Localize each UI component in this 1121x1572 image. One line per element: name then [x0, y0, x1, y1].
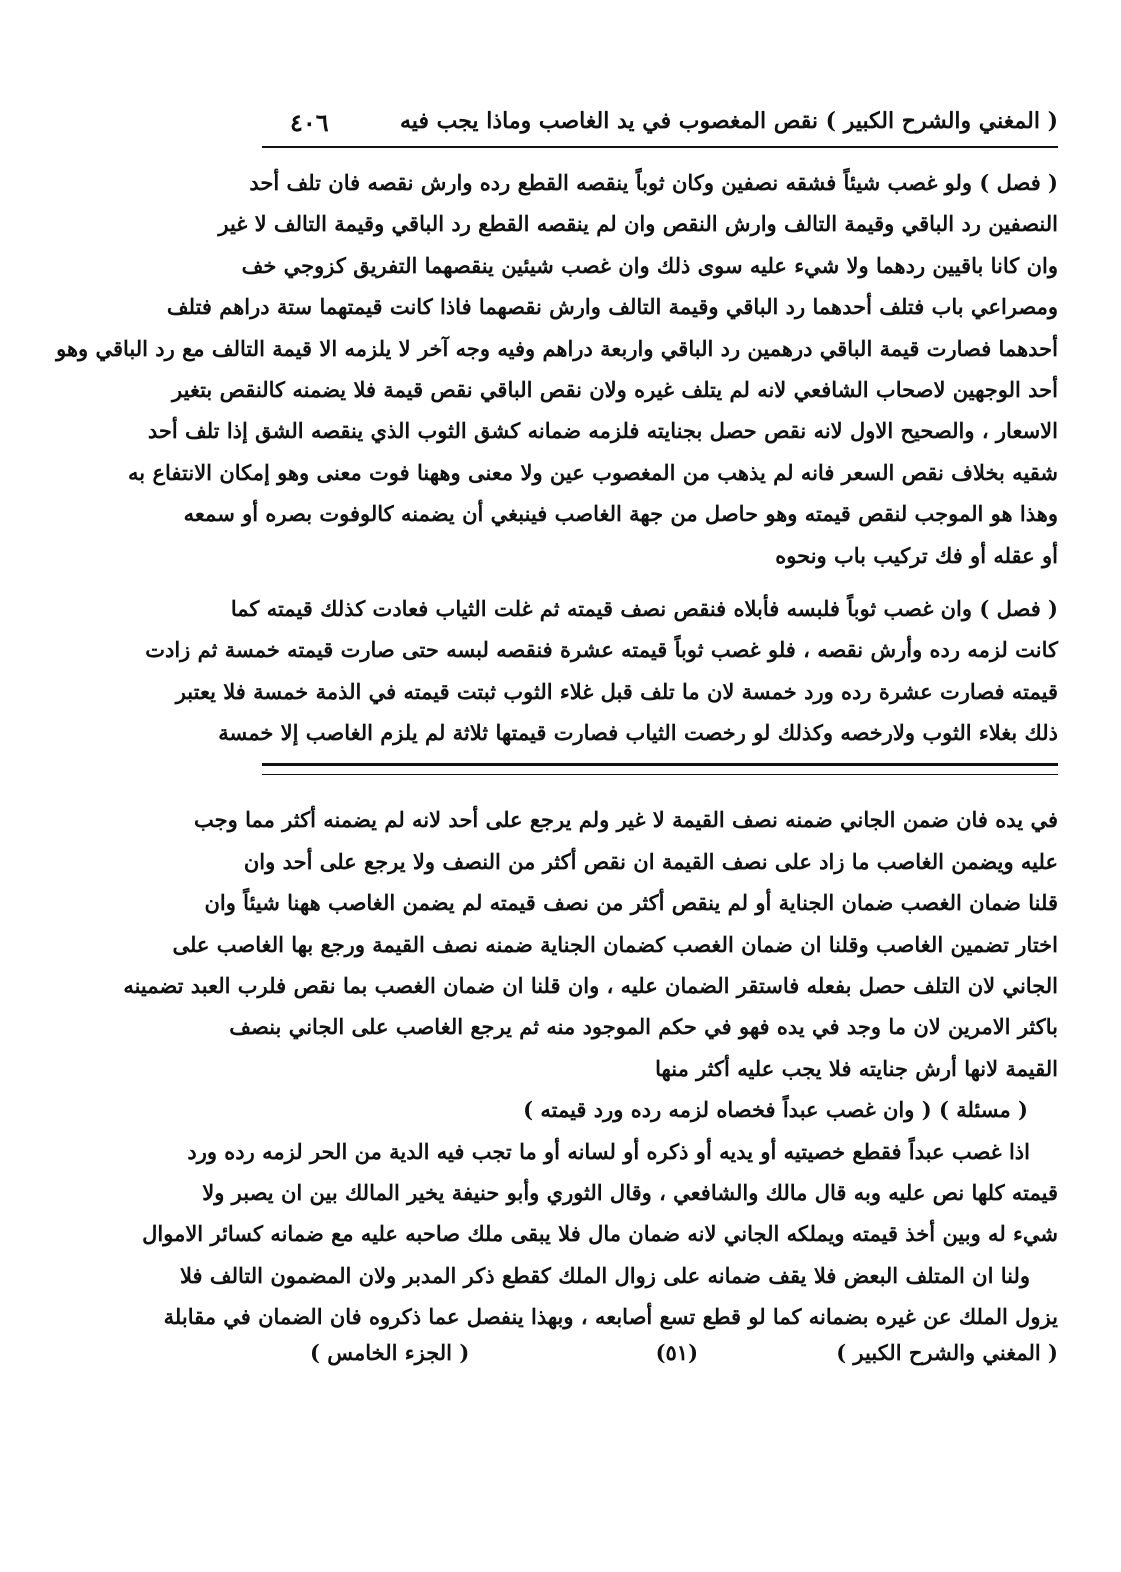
header-title: ( المغني والشرح الكبير ) نقص المغصوب في يد الغاصب وماذا يجب فيه [400, 108, 1058, 134]
footer-book-title: ( المغني والشرح الكبير ) [836, 1339, 1058, 1365]
text-line: الاسعار ، والصحيح الاول لانه نقص حصل بجنايته فلزمه ضمانه كشق الثوب الذي ينقصه الشق إذا تلف أحد [147, 418, 1058, 444]
text-line: قلنا ضمان الغصب ضمان الجناية أو لم ينقص أكثر من نصف قيمته لم يضمن الغاصب ههنا شيئاً وان [204, 890, 1058, 916]
text-line: عليه ويضمن الغاصب ما زاد على نصف القيمة ان نقص أكثر من النصف ولا يرجع على أحد وان [243, 848, 1058, 874]
text-line: أحد الوجهين لاصحاب الشافعي لانه لم يتلف غيره ولان نقص الباقي نقص قيمة فلا يضمنه كالنقص بتغير [172, 376, 1058, 402]
masala-heading: ( مسئلة ) ( وان غصب عبداً فخصاه لزمه رده ورد قيمته ) [523, 1097, 1028, 1123]
text-line: وان كانا باقيين ردهما ولا شيء عليه سوى ذلك وان غصب شيئين ينقصهما التفريق كزوجي خف [241, 252, 1058, 278]
text-line: اذا غصب عبداً فقطع خصيتيه أو يديه أو ذكره أو لسانه أو ما تجب فيه الدية من الحر لزمه رده ورد [187, 1138, 1030, 1164]
book-page [56, 100, 1058, 1382]
text-line: الجاني لان التلف حصل بفعله فاستقر الضمان عليه ، وان قلنا ان ضمان الغصب بما نقص فلرب العبد تضمينه [123, 973, 1058, 999]
text-line: قيمته كلها نص عليه وبه قال مالك والشافعي ، وقال الثوري وأبو حنيفة يخير المالك بين ان يصبر ولا [202, 1179, 1058, 1205]
text-line: في يده فان ضمن الجاني ضمنه نصف القيمة لا غير ولم يرجع على أحد لانه لم يضمنه أكثر مما وجب [194, 807, 1058, 833]
footer-volume: ( الجزء الخامس ) [310, 1339, 470, 1365]
text-line: أحدهما فصارت قيمة الباقي درهمين رد الباقي واربعة دراهم وفيه وجه آخر لا يلزمه الا قيمة التالف مع رد الباقي وهو [56, 335, 1058, 361]
text-line: ( فصل ) ولو غصب شيئاً فشقه نصفين وكان ثوباً ينقصه القطع رده وارش نقصه فان تلف أحد [249, 170, 1058, 195]
page-footer [262, 1338, 1058, 1382]
text-line: القيمة لانها أرش جنايته فلا يجب عليه أكثر منها [655, 1055, 1058, 1081]
text-line: شقيه بخلاف نقص السعر فانه لم يذهب من المغصوب عين ولا معنى وههنا فوت معنى وهو إمكان الانتفاع به [128, 459, 1058, 485]
commentary-text [123, 799, 1058, 1337]
text-line: وهذا هو الموجب لنقص قيمته وهو حاصل من جهة الغاصب فينبغي أن يضمنه كالوفوت بصره أو سمعه [183, 501, 1058, 527]
header-rule [262, 146, 1058, 148]
page-number: ٤٠٦ [290, 108, 329, 137]
text-line: يزول الملك عن غيره بضمانه كما لو قطع تسع أصابعه ، وبهذا ينفصل عما ذكروه فان الضمان في مقابلة [163, 1304, 1058, 1330]
text-line: أو عقله أو فك تركيب باب ونحوه [775, 542, 1058, 568]
text-line: ذلك بغلاء الثوب ولارخصه وكذلك لو رخصت الثياب فصارت قيمتها ثلاثة لم يلزم الغاصب إلا خمسة [218, 720, 1058, 746]
footer-sheet-number: (٥١) [655, 1339, 698, 1365]
section-divider [262, 763, 1058, 775]
text-line: قيمته فصارت عشرة رده ورد خمسة لان ما تلف قبل غلاء الثوب ثبتت قيمته في الذمة خمسة فلا يعتبر [175, 678, 1058, 704]
text-line: اختار تضمين الغاصب وقلنا ان ضمان الغصب كضمان الجناية ضمنه نصف القيمة ورجع بها الغاصب على [172, 931, 1058, 957]
text-line: باكثر الامرين لان ما وجد في يده فهو في حكم الموجود منه ثم يرجع الغاصب على الجاني بنصف [229, 1014, 1058, 1040]
main-text [56, 162, 1058, 753]
text-line: النصفين رد الباقي وقيمة التالف وارش النقص وان لم ينقصه القطع رد الباقي وقيمة التالف لا غير [218, 211, 1058, 237]
text-line: ( فصل ) وان غصب ثوباً فلبسه فأبلاه فنقص نصف قيمته ثم غلت الثياب فعادت كذلك قيمته كما [230, 595, 1058, 621]
text-line: كانت لزمه رده وأرش نقصه ، فلو غصب ثوباً قيمته عشرة فنقصه لبسه حتى صارت قيمته خمسة ثم زادت [145, 637, 1058, 663]
running-head [262, 100, 1058, 148]
text-line: شيء له وبين أخذ قيمته ويملكه الجاني لانه ضمان مال فلا يبقى ملك صاحبه عليه مع ضمانه كسائر الاموال [142, 1221, 1058, 1247]
text-line: ومصراعي باب فتلف أحدهما رد الباقي وقيمة التالف وارش نقصهما فاذا كانت قيمتهما ستة دراهم فتلف [166, 294, 1058, 320]
text-line: ولنا ان المتلف البعض فلا يقف ضمانه على زوال الملك كقطع ذكر المدبر ولان المضمون التالف فلا [180, 1262, 1030, 1288]
